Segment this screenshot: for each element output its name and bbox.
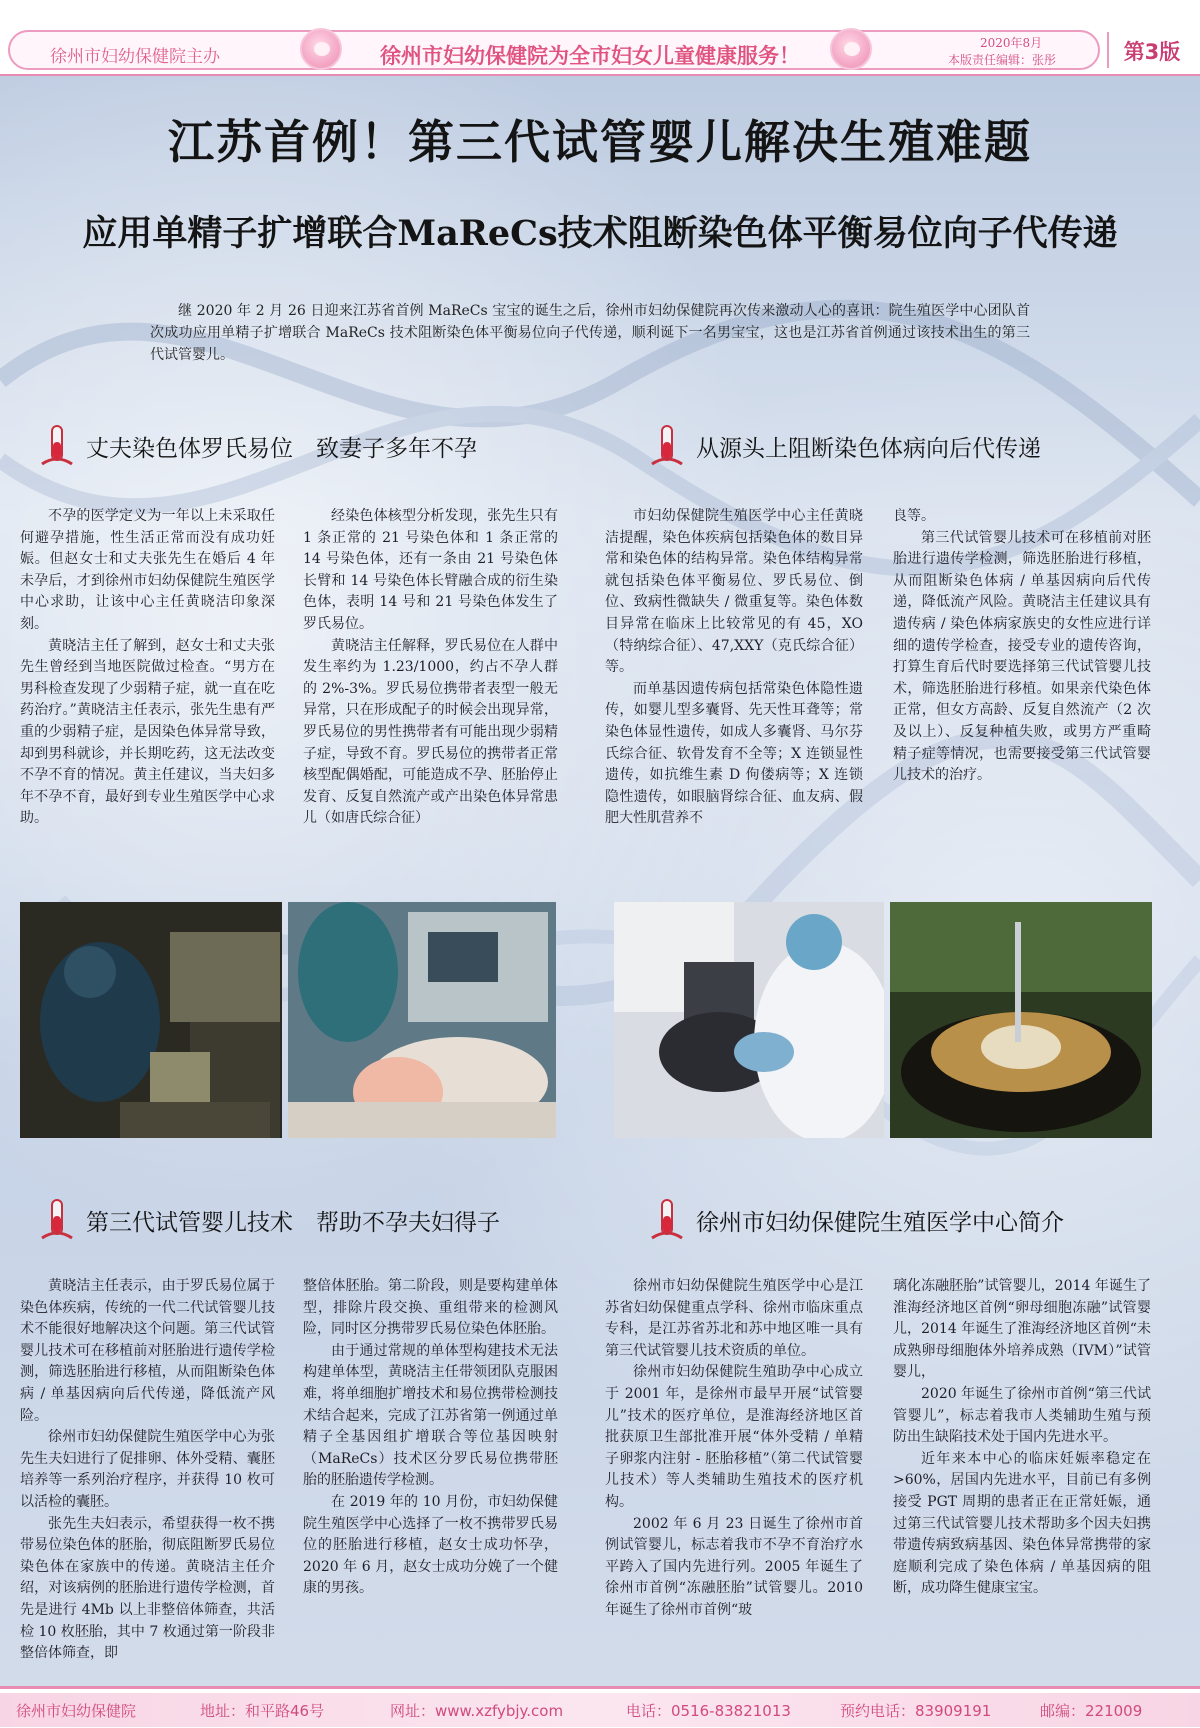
footer-phone: 电话：0516-83821013 bbox=[626, 1702, 791, 1720]
paragraph: 不孕的医学定义为一年以上未采取任何避孕措施，性生活正常而没有成功妊娠。但赵女士和丈夫张先生在婚后 4 年未孕后，才到徐州市妇幼保健院生殖医学中心求助，让该中心主任黄晓洁印象深刻。 bbox=[20, 508, 275, 632]
article-column bbox=[303, 506, 558, 830]
section-title: 丈夫染色体罗氏易位 致妻子多年不孕 bbox=[86, 435, 477, 462]
article-column bbox=[893, 506, 1151, 787]
baby-icon bbox=[300, 28, 342, 70]
paragraph: 而单基因遗传病包括常染色体隐性遗传，如婴儿型多囊肾、先天性耳聋等；常染色体显性遗传，如成人多囊肾、马尔芬氏综合征、软骨发育不全等；X 连锁显性遗传，如抗维生素 D 佝偻病等；X 连锁隐性遗传，如眼脑肾综合征、血友病、假肥大性肌营养不 bbox=[605, 680, 863, 827]
section-title: 从源头上阻断染色体病向后代传递 bbox=[696, 435, 1041, 462]
footer-appointment: 预约电话：83909191 bbox=[840, 1702, 992, 1720]
footer-website[interactable]: 网址：www.xzfybjy.com bbox=[390, 1702, 564, 1720]
test-tube-icon bbox=[40, 424, 74, 468]
paragraph: 2020 年诞生了徐州市首例“第三代试管婴儿”，标志着我市人类辅助生殖与预防出生缺陷技术处于国内先进水平。 bbox=[893, 1385, 1151, 1446]
footer-postcode: 邮编：221009 bbox=[1040, 1702, 1143, 1720]
test-tube-icon bbox=[40, 1198, 74, 1242]
sub-headline: 应用单精子扩增联合MaReCs技术阻断染色体平衡易位向子代传递 bbox=[82, 213, 1118, 254]
photo-lab-microscope bbox=[20, 902, 282, 1138]
article-column bbox=[605, 506, 863, 830]
baby-icon bbox=[830, 28, 872, 70]
paragraph: 市妇幼保健院生殖医学中心主任黄晓洁提醒，染色体疾病包括染色体的数目异常和染色体的结构异常。染色体结构异常就包括染色体平衡易位、罗氏易位、倒位、致病性微缺失 / 微重复等。染色体数目异常在临床上比较常见的有 45，XO（特纳综合征）、47,XXY（克氏综合征）等。 bbox=[605, 508, 863, 676]
paragraph: 黄晓洁主任表示，由于罗氏易位属于染色体疾病，传统的一代二代试管婴儿技术不能很好地解决这个问题。第三代试管婴儿技术可在移植前对胚胎进行遗传学检测，筛选胚胎进行移植，从而阻断染色体病 / 单基因病向后代传递，降低流产风险。 bbox=[20, 1278, 275, 1424]
paragraph: 由于通过常规的单体型构建技术无法构建单体型，黄晓洁主任带领团队克服困难，将单细胞扩增技术和易位携带检测技术结合起来，完成了江苏省第一例通过单精子全基因组扩增联合等位基因映射（MaReCs）技术区分罗氏易位携带胚胎的胚胎遗传学检测。 bbox=[303, 1342, 558, 1489]
paragraph: 整倍体胚胎。第二阶段，则是要构建单体型，排除片段交换、重组带来的检测风险，同时区分携带罗氏易位染色体胚胎。 bbox=[303, 1278, 558, 1338]
paragraph: 在 2019 年的 10 月份，市妇幼保健院生殖医学中心选择了一枚不携带罗氏易位的胚胎进行移植，赵女士成功怀孕，2020 年 6 月，赵女士成功分娩了一个健康的男孩。 bbox=[303, 1493, 558, 1597]
article-column bbox=[303, 1276, 558, 1600]
paragraph: 徐州市妇幼保健院生殖助孕中心成立于 2001 年，是徐州市最早开展“试管婴儿”技术的医疗单位，是淮海经济地区首批获原卫生部批准开展“体外受精 / 单精子卵浆内注射 - 胚胎移植”（第二代试管婴儿技术）等人类辅助生殖技术的医疗机构。 bbox=[605, 1364, 863, 1510]
photo-newborn-baby bbox=[288, 902, 556, 1138]
paragraph: 经染色体核型分析发现，张先生只有 1 条正常的 21 号染色体和 1 条正常的 14 号染色体，还有一条由 21 号染色体长臂和 14 号染色体长臂融合成的衍生染色体，表明 14 号和 21 号染色体发生了罗氏易位。 bbox=[303, 508, 558, 632]
paragraph: 2002 年 6 月 23 日诞生了徐州市首例试管婴儿，标志着我市不孕不育治疗水平跨入了国内先进行列。2005 年诞生了徐州市首例“冻融胚胎”试管婴儿。2010 年诞生了徐州市首例“玻 bbox=[605, 1515, 863, 1618]
paragraph: 黄晓洁主任解释，罗氏易位在人群中发生率约为 1.23/1000，约占不孕人群的 2%-3%。罗氏易位携带者表型一般无异常，只在形成配子的时候会出现异常，罗氏易位的男性携带者有可能出现少弱精子症，导致不育。罗氏易位的携带者正常核型配偶婚配，可能造成不孕、胚胎停止发育、反复自然流产或产出染色体异常患儿（如唐氏综合征） bbox=[303, 637, 558, 827]
footer-hospital: 徐州市妇幼保健院 bbox=[16, 1702, 137, 1720]
paragraph: 璃化冻融胚胎”试管婴儿，2014 年诞生了淮海经济地区首例“卵母细胞冻融”试管婴儿，2014 年诞生了淮海经济地区首例“未成熟卵母细胞体外培养成熟（IVM）”试管婴儿， bbox=[893, 1278, 1151, 1381]
article-column bbox=[893, 1276, 1151, 1600]
paragraph: 徐州市妇幼保健院生殖医学中心是江苏省妇幼保健重点学科、徐州市临床重点专科，是江苏省苏北和苏中地区唯一具有第三代试管婴儿技术资质的单位。 bbox=[605, 1278, 863, 1359]
section-heading bbox=[650, 1198, 1064, 1242]
article-column bbox=[605, 1276, 863, 1622]
paragraph: 黄晓洁主任了解到，赵女士和丈夫张先生曾经到当地医院做过检查。“男方在男科检查发现了少弱精子症，就一直在吃药治疗。”黄晓洁主任表示，张先生患有严重的少弱精子症，是因染色体异常导致，却到男科就诊，并长期吃药，这无法改变不孕不育的情况。黄主任建议，当夫妇多年不孕不育，最好到专业生殖医学中心求助。 bbox=[20, 637, 275, 827]
paragraph: 近年来本中心的临床妊娠率稳定在 >60%，居国内先进水平，目前已有多例接受 PGT 周期的患者正在正常妊娠，通过第三代试管婴儿技术帮助多个因夫妇携带遗传病致病基因、染色体异常携带的家庭顺利完成了染色体病 / 单基因病的阻断，成功降生健康宝宝。 bbox=[893, 1450, 1151, 1597]
slogan: 徐州市妇幼保健院为全市妇女儿童健康服务！ bbox=[380, 44, 800, 68]
test-tube-icon bbox=[650, 1198, 684, 1242]
footer-address: 地址：和平路46号 bbox=[200, 1702, 325, 1720]
section-heading bbox=[40, 424, 477, 468]
paragraph: 张先生夫妇表示，希望获得一枚不携带易位染色体的胚胎，彻底阻断罗氏易位染色体在家族中的传递。黄晓洁主任介绍，对该病例的胚胎进行遗传学检测，首先是进行 4Mb 以上非整倍体筛查，共活检 10 枚胚胎，其中 7 枚通过第一阶段非整倍体筛查，即 bbox=[20, 1515, 275, 1662]
section-heading bbox=[650, 424, 1041, 468]
paragraph: 第三代试管婴儿技术可在移植前对胚胎进行遗传学检测，筛选胚胎进行移植，从而阻断染色体病 / 单基因病向后代传递，降低流产风险。黄晓洁主任建议具有遗传病 / 染色体病家族史的女性应进行详细的遗传学检查，接受专业的遗传咨询，打算生育后代时要选择第三代试管婴儿技术，筛选胚胎进行移植。如果亲代染色体正常，但女方高龄、反复自然流产（2 次及以上）、反复种植失败，或男方严重畸精子症等情况，也需要接受第三代试管婴儿技术的治疗。 bbox=[893, 529, 1151, 784]
lead-paragraph: 继 2020 年 2 月 26 日迎来江苏省首例 MaReCs 宝宝的诞生之后，徐州市妇幼保健院再次传来激动人心的喜讯：院生殖医学中心团队首次成功应用单精子扩增联合 MaReCs 技术阻断染色体平衡易位向子代传递，顺利诞下一名男宝宝，这也是江苏省首例通过该技术出生的第三代试管婴儿。 bbox=[150, 303, 1030, 363]
footer-band bbox=[0, 1693, 1200, 1727]
article-column bbox=[20, 1276, 275, 1665]
section-title: 徐州市妇幼保健院生殖医学中心简介 bbox=[696, 1209, 1064, 1236]
section-heading bbox=[40, 1198, 500, 1242]
section-title: 第三代试管婴儿技术 帮助不孕夫妇得子 bbox=[86, 1209, 500, 1236]
paragraph: 良等。 bbox=[893, 508, 935, 524]
test-tube-icon bbox=[650, 424, 684, 468]
headline: 江苏首例！第三代试管婴儿解决生殖难题 bbox=[168, 115, 1032, 169]
masthead bbox=[0, 0, 1200, 76]
photo-liquid-nitrogen-tank bbox=[890, 902, 1152, 1138]
organizer-label: 徐州市妇幼保健院主办 bbox=[50, 47, 220, 67]
edition-label: 第3版 bbox=[1107, 32, 1195, 68]
editor-credit: 本版责任编辑：张彤 bbox=[948, 53, 1057, 67]
article-column bbox=[20, 506, 275, 830]
paragraph: 徐州市妇幼保健院生殖医学中心为张先生夫妇进行了促排卵、体外受精、囊胚培养等一系列治疗程序，并获得 10 枚可以活检的囊胚。 bbox=[20, 1429, 275, 1510]
issue-date: 2020年8月 bbox=[980, 36, 1043, 50]
photo-doctor-microscope bbox=[614, 902, 884, 1138]
footer-bar bbox=[0, 1686, 1200, 1728]
